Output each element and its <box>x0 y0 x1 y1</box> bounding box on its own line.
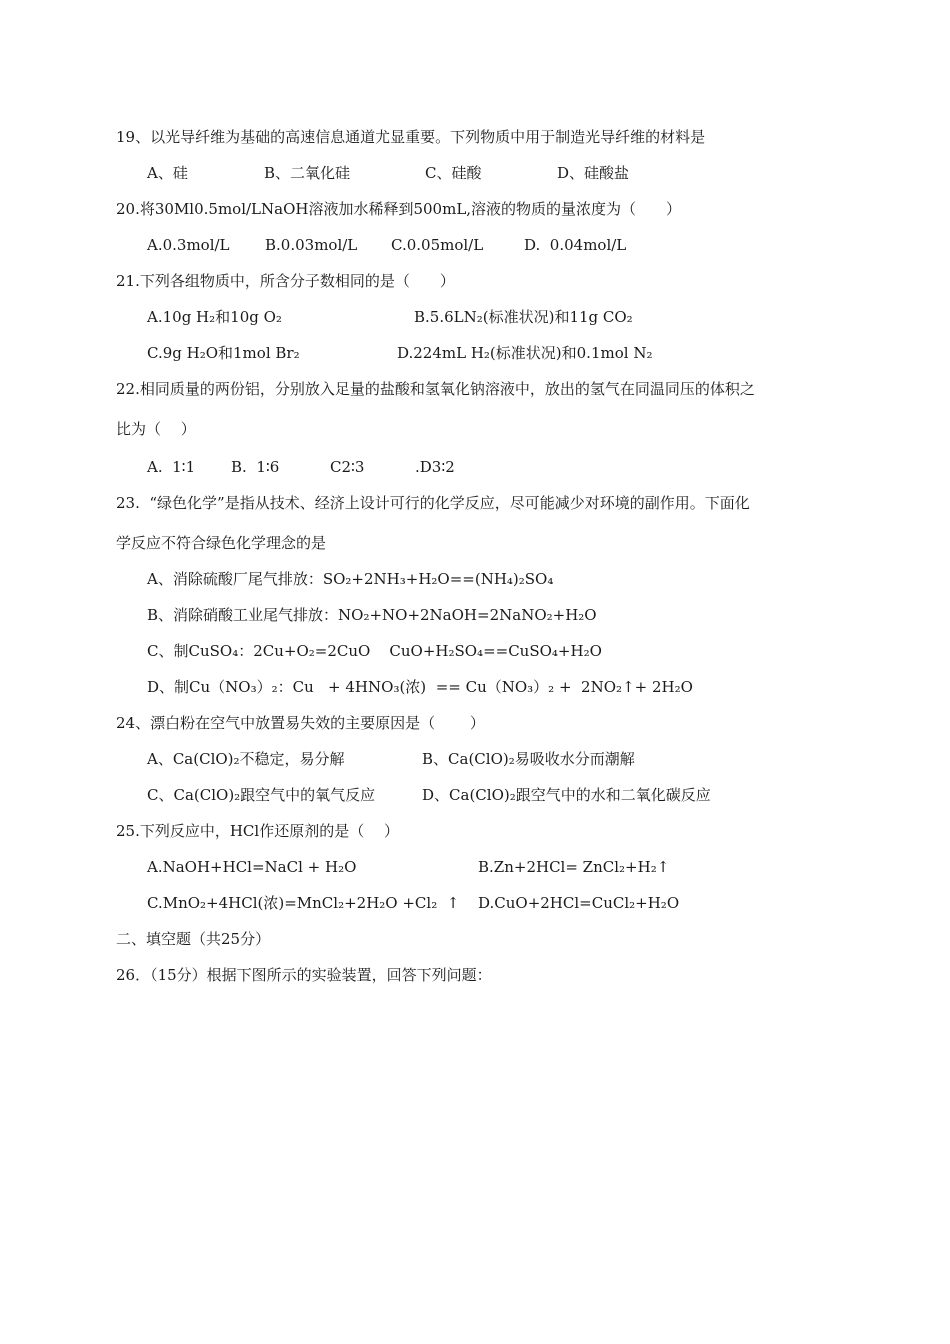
q19-option-b: B、二氧化硅 <box>264 164 351 182</box>
q25-option-d: D.CuO+2HCl=CuCl₂+H₂O <box>478 894 680 912</box>
section-title: 二、填空题（共25分） <box>116 930 271 948</box>
q23-option-c: C、制CuSO₄：2Cu+O₂=2CuO CuO+H₂SO₄==CuSO₄+H₂O <box>147 642 602 660</box>
q23-stem-line1: 23. “绿色化学”是指从技术、经济上设计可行的化学反应，尽可能减少对环境的副作用。下面化 <box>116 494 750 512</box>
q19-stem: 19、以光导纤维为基础的高速信息通道尤显重要。下列物质中用于制造光导纤维的材料是 <box>116 128 706 146</box>
q20-option-a: A.0.3mol/L <box>147 236 230 254</box>
q23-option-b: B、消除硝酸工业尾气排放：NO₂+NO+2NaOH=2NaNO₂+H₂O <box>147 606 597 624</box>
q22-option-c: C2∶3 <box>330 458 365 476</box>
q22-option-b: B. 1∶6 <box>231 458 280 476</box>
q25-option-c: C.MnO₂+4HCl(浓)=MnCl₂+2H₂O +Cl₂ ↑ <box>147 894 460 912</box>
q24-option-d: D、Ca(ClO)₂跟空气中的水和二氧化碳反应 <box>422 786 711 804</box>
q24-option-a: A、Ca(ClO)₂不稳定，易分解 <box>147 750 345 768</box>
q22-option-a: A. 1∶1 <box>147 458 196 476</box>
q23-stem-line2: 学反应不符合绿色化学理念的是 <box>116 534 327 552</box>
q21-stem: 21.下列各组物质中，所含分子数相同的是（ ） <box>116 272 455 290</box>
q20-option-c: C.0.05mol/L <box>391 236 484 254</box>
q20-stem: 20.将30Ml0.5mol/LNaOH溶液加水稀释到500mL,溶液的物质的量浓度为（ ） <box>116 200 682 218</box>
q19-option-d: D、硅酸盐 <box>557 164 630 182</box>
q25-stem: 25.下列反应中，HCl作还原剂的是（ ） <box>116 822 399 840</box>
q23-option-a: A、消除硫酸厂尾气排放：SO₂+2NH₃+H₂O==(NH₄)₂SO₄ <box>147 570 554 588</box>
q20-option-b: B.0.03mol/L <box>265 236 358 254</box>
q22-stem-line2: 比为（ ） <box>116 420 196 438</box>
q26-stem: 26．（15分）根据下图所示的实验装置，回答下列问题： <box>116 966 492 984</box>
q21-option-c: C.9g H₂O和1mol Br₂ <box>147 344 300 362</box>
q20-option-d: D. 0.04mol/L <box>524 236 627 254</box>
q22-option-d: .D3∶2 <box>415 458 455 476</box>
q19-option-c: C、硅酸 <box>425 164 482 182</box>
q21-option-d: D.224mL H₂(标准状况)和0.1mol N₂ <box>397 344 653 362</box>
q21-option-b: B.5.6LN₂(标准状况)和11g CO₂ <box>414 308 633 326</box>
q21-option-a: A.10g H₂和10g O₂ <box>147 308 282 326</box>
q24-stem: 24、漂白粉在空气中放置易失效的主要原因是（ ） <box>116 714 485 732</box>
q22-stem-line1: 22.相同质量的两份铝，分别放入足量的盐酸和氢氧化钠溶液中，放出的氢气在同温同压的体积之 <box>116 380 755 398</box>
q25-option-b: B.Zn+2HCl= ZnCl₂+H₂↑ <box>478 858 670 876</box>
q24-option-b: B、Ca(ClO)₂易吸收水分而潮解 <box>422 750 635 768</box>
q19-option-a: A、硅 <box>147 164 188 182</box>
q25-option-a: A.NaOH+HCl=NaCl + H₂O <box>147 858 357 876</box>
q24-option-c: C、Ca(ClO)₂跟空气中的氧气反应 <box>147 786 376 804</box>
q23-option-d: D、制Cu（NO₃）₂：Cu + 4HNO₃(浓) == Cu（NO₃）₂ + 2NO₂↑+ 2H₂O <box>147 678 693 696</box>
